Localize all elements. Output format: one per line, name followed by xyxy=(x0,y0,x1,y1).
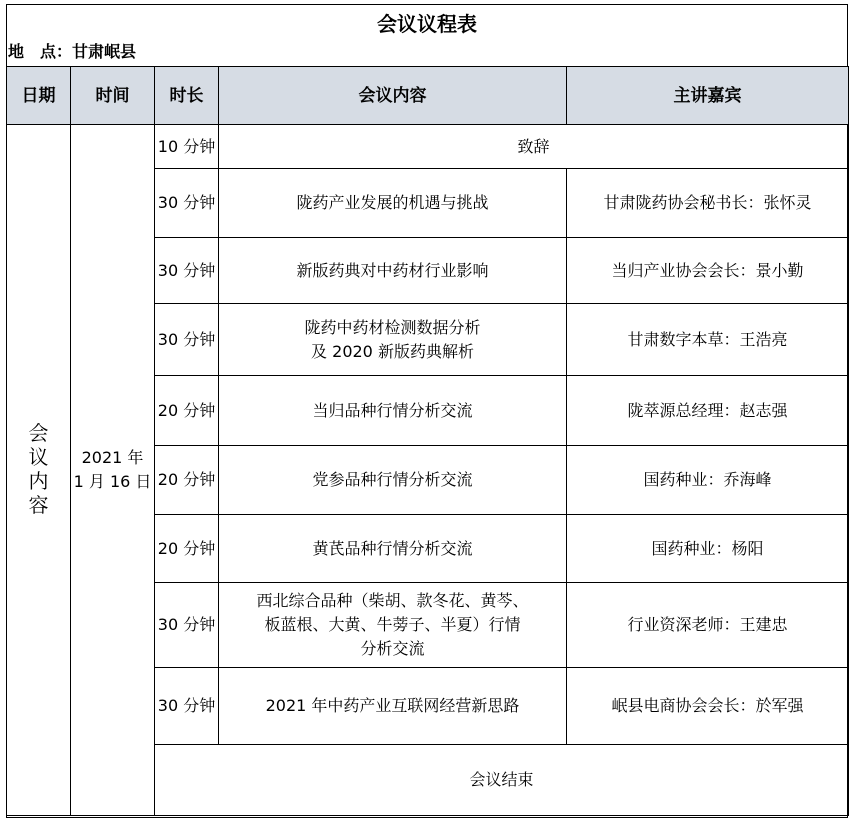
duration-cell: 30 分钟 xyxy=(155,238,219,304)
page-title: 会议议程表 xyxy=(377,12,477,36)
topic-line: 西北综合品种（柴胡、款冬花、黄芩、 xyxy=(256,591,529,610)
topic-cell: 陇药产业发展的机遇与挑战 xyxy=(219,169,567,238)
topic-cell xyxy=(219,583,567,668)
duration-cell: 20 分钟 xyxy=(155,515,219,583)
topic-line: 陇药中药材检测数据分析 xyxy=(304,317,481,337)
header-content: 会议内容 xyxy=(219,67,567,125)
duration-cell: 20 分钟 xyxy=(155,376,219,446)
time-cell xyxy=(71,125,155,816)
topic-line: 分析交流 xyxy=(360,639,425,658)
table-row xyxy=(7,125,849,169)
location-text: 地 点：甘肃岷县 xyxy=(8,42,137,61)
topic-cell xyxy=(219,304,567,376)
header-speaker: 主讲嘉宾 xyxy=(567,67,849,125)
header-duration: 时长 xyxy=(155,67,219,125)
header-time: 时间 xyxy=(71,67,155,125)
topic-cell: 当归品种行情分析交流 xyxy=(219,376,567,446)
duration-cell: 30 分钟 xyxy=(155,668,219,745)
speaker-cell: 国药种业：乔海峰 xyxy=(567,446,849,515)
topic-cell: 党参品种行情分析交流 xyxy=(219,446,567,515)
topic-cell: 新版药典对中药材行业影响 xyxy=(219,238,567,304)
speaker-cell: 国药种业：杨阳 xyxy=(567,515,849,583)
speaker-cell: 当归产业协会会长：景小勤 xyxy=(567,238,849,304)
duration-cell: 30 分钟 xyxy=(155,169,219,238)
duration-cell: 10 分钟 xyxy=(155,125,219,169)
speaker-cell: 甘肃陇药协会秘书长：张怀灵 xyxy=(567,169,849,238)
speaker-cell: 岷县电商协会会长：於军强 xyxy=(567,668,849,745)
topic-cell: 黄芪品种行情分析交流 xyxy=(219,515,567,583)
time-line2: 1 月 16 日 xyxy=(73,472,152,491)
topic-line: 及 2020 新版药典解析 xyxy=(311,341,474,361)
topic-cell: 致辞 xyxy=(219,125,849,169)
topic-cell: 2021 年中药产业互联网经营新思路 xyxy=(219,668,567,745)
speaker-cell: 陇萃源总经理：赵志强 xyxy=(567,376,849,446)
duration-cell: 30 分钟 xyxy=(155,583,219,668)
speaker-cell: 甘肃数字本草：王浩亮 xyxy=(567,304,849,376)
date-cell xyxy=(7,125,71,816)
duration-cell: 20 分钟 xyxy=(155,446,219,515)
speaker-cell: 行业资深老师：王建忠 xyxy=(567,583,849,668)
duration-cell: 30 分钟 xyxy=(155,304,219,376)
topic-line: 板蓝根、大黄、牛蒡子、半夏）行情 xyxy=(264,615,521,634)
header-row xyxy=(7,67,849,125)
agenda-table xyxy=(6,66,849,816)
date-label: 会议内容 xyxy=(28,421,49,517)
time-line1: 2021 年 xyxy=(81,448,144,467)
closing-cell: 会议结束 xyxy=(155,745,849,816)
header-date: 日期 xyxy=(7,67,71,125)
